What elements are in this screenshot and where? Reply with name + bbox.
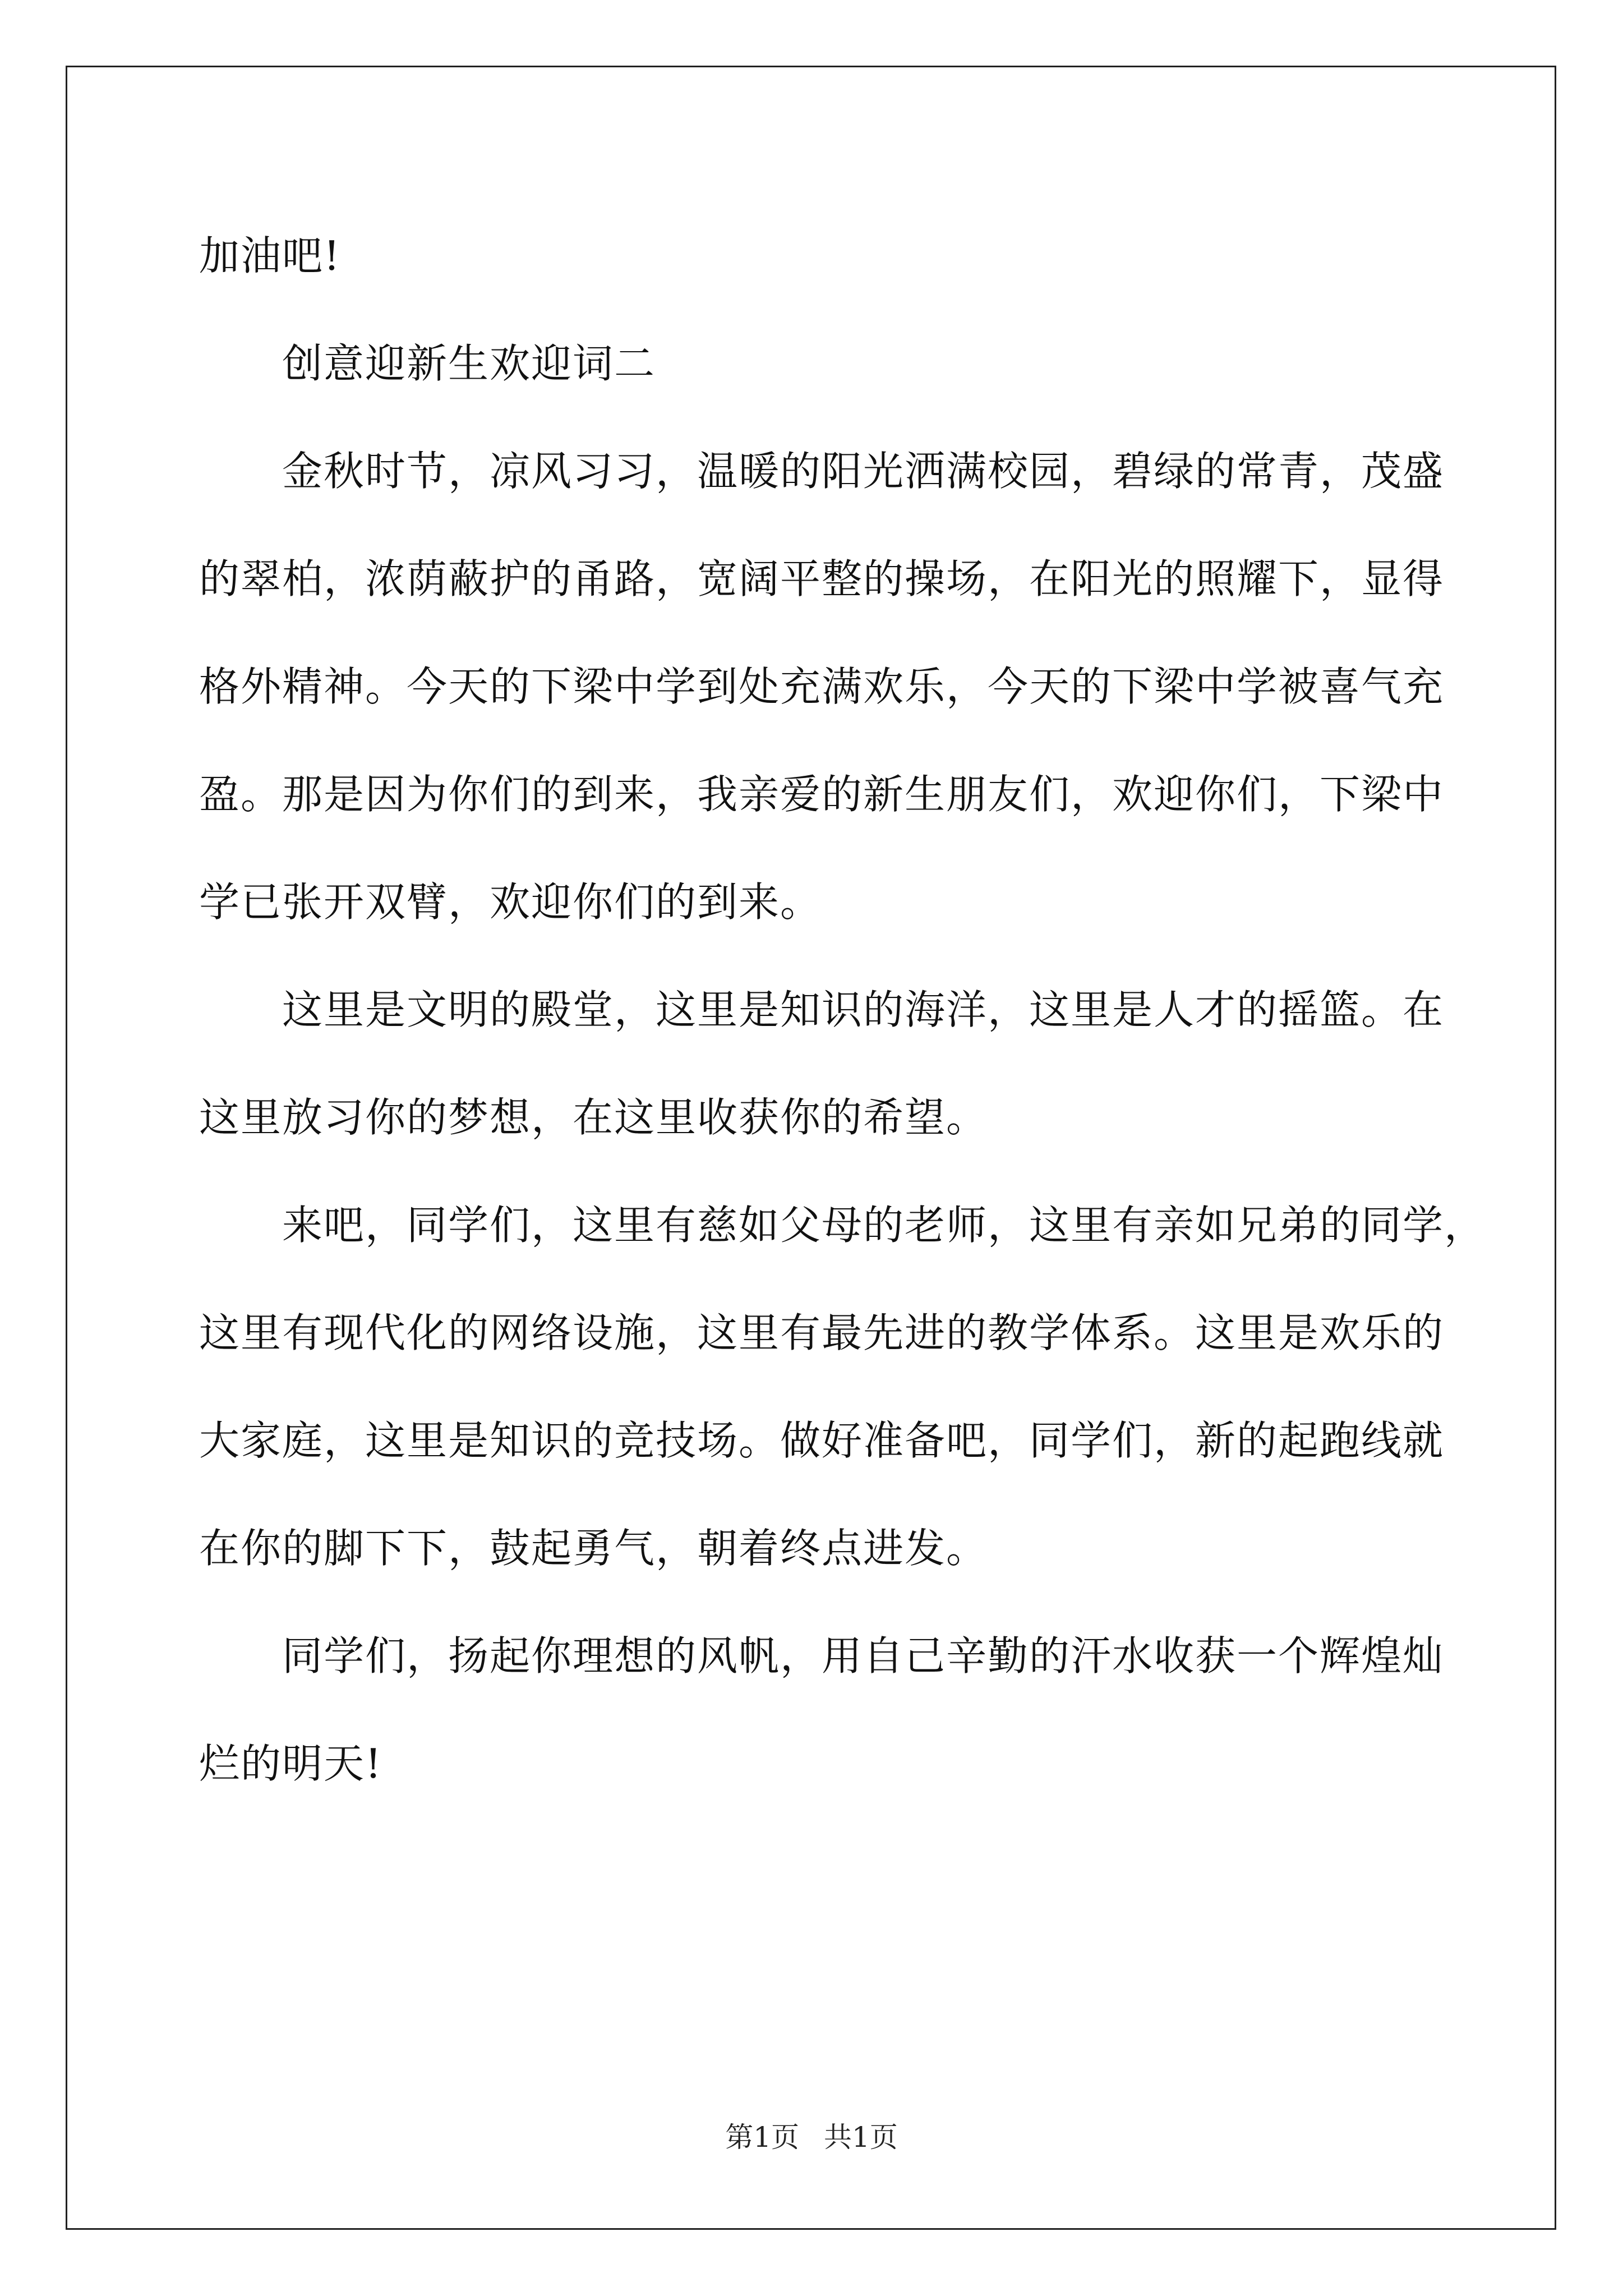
paragraph-autumn xyxy=(199,417,1445,956)
section-heading xyxy=(199,310,1433,417)
text-line: 加油吧! xyxy=(199,232,341,279)
text-line: 学已张开双臂，欢迎你们的到来。 xyxy=(199,878,822,926)
text-line: 盈。那是因为你们的到来，我亲爱的新生朋友们，欢迎你们，下梁中 xyxy=(199,771,1445,818)
text-line: 创意迎新生欢迎词二 xyxy=(282,340,656,387)
page-footer xyxy=(0,2115,1623,2155)
text-line: 来吧，同学们，这里有慈如父母的老师，这里有亲如兄弟的同学， xyxy=(282,1202,1486,1249)
paragraph-come xyxy=(199,1171,1486,1602)
text-line: 格外精神。今天的下梁中学到处充满欢乐，今天的下梁中学被喜气充 xyxy=(199,663,1445,710)
text-line: 同学们，扬起你理想的风帆，用自己辛勤的汗水收获一个辉煌灿 xyxy=(282,1632,1445,1680)
text-line: 金秋时节，凉风习习，温暖的阳光洒满校园，碧绿的常青，茂盛 xyxy=(282,448,1445,495)
page-number: 第1页 xyxy=(725,2121,800,2154)
text-line: 烂的明天! xyxy=(199,1740,382,1787)
paragraph-closing xyxy=(199,202,1433,310)
text-line: 在你的脚下下，鼓起勇气，朝着终点进发。 xyxy=(199,1525,988,1572)
text-line: 这里放习你的梦想，在这里收获你的希望。 xyxy=(199,1094,988,1141)
text-line: 大家庭，这里是知识的竞技场。做好准备吧，同学们，新的起跑线就 xyxy=(199,1417,1445,1464)
paragraph-hall xyxy=(199,956,1445,1171)
text-line: 这里有现代化的网络设施，这里有最先进的教学体系。这里是欢乐的 xyxy=(199,1309,1445,1356)
text-line: 这里是文明的殿堂，这里是知识的海洋，这里是人才的摇篮。在 xyxy=(282,986,1445,1033)
text-line: 的翠柏，浓荫蔽护的甬路，宽阔平整的操场，在阳光的照耀下，显得 xyxy=(199,555,1445,602)
page-total: 共1页 xyxy=(823,2121,898,2154)
paragraph-sail xyxy=(199,1602,1445,1818)
document-body xyxy=(199,202,1486,1818)
